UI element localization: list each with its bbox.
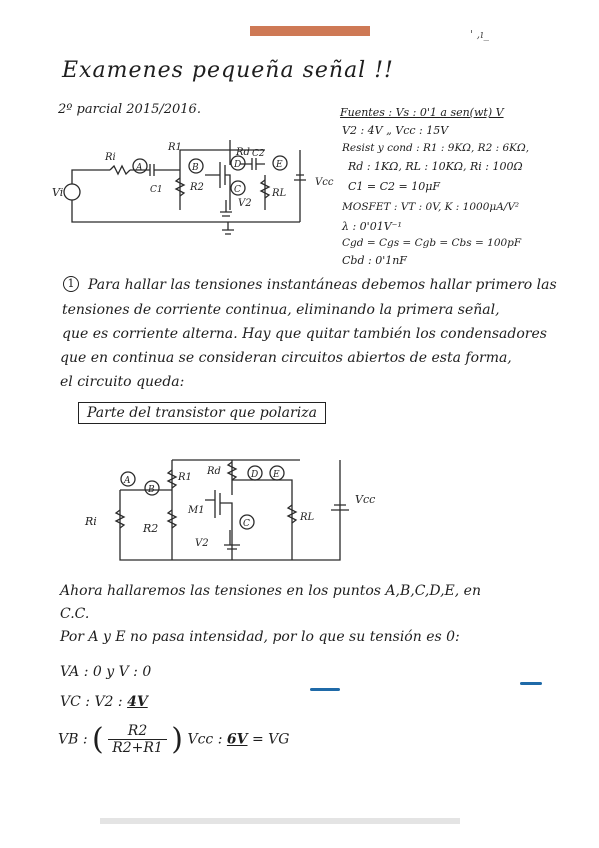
- circuit2-wires: [120, 460, 340, 560]
- vcc-source-symbol: [294, 150, 306, 222]
- c1-d-label: D: [234, 160, 242, 170]
- c1-c2-label: C2: [252, 149, 265, 159]
- node-b-marker: [189, 159, 203, 173]
- eq-vb: [58, 722, 289, 757]
- eq-vc-text: VC : V2 :: [60, 694, 123, 710]
- node-d-marker: [231, 156, 245, 170]
- c1-e-label: E: [276, 160, 283, 170]
- ri-resistor-symbol: [110, 166, 130, 174]
- c1-rl-label: RL: [272, 188, 287, 199]
- after-line-2: C.C.: [60, 606, 90, 622]
- after-line-1: Ahora hallaremos las tensiones en los puntos A,B,C,D,E, en: [60, 583, 481, 599]
- c1-b-label: B: [192, 163, 199, 173]
- caps-line: C1 = C2 = 10μF: [348, 180, 441, 193]
- c2-r1-label: R1: [178, 472, 192, 483]
- node-a-marker: [133, 159, 147, 173]
- eq-vc-value: 4V: [127, 694, 148, 710]
- c2-vcc-label: Vcc: [355, 493, 376, 506]
- c2-rl-label: RL: [300, 512, 315, 523]
- wire-left-loop: [72, 170, 300, 222]
- top-strip: [250, 26, 370, 36]
- boxed-note: Parte del transistor que polariza: [78, 402, 326, 424]
- eq-vb-open-paren: (: [92, 722, 104, 757]
- rd2-resistor-symbol: [228, 462, 236, 480]
- node2-e-marker: [270, 466, 284, 480]
- c1-c1-label: C1: [150, 185, 163, 195]
- header-strip-text: ' ‚ı_: [470, 28, 490, 41]
- eq-vb-numerator: R2: [108, 723, 167, 740]
- bottom-strip: [100, 818, 460, 824]
- node2-b-marker: [145, 481, 159, 495]
- c1-a-label: A: [136, 163, 143, 173]
- v2b-source-symbol: [224, 530, 240, 549]
- node-e-marker: [273, 156, 287, 170]
- c2-d-label: D: [251, 470, 259, 480]
- eq-vb-tail: = VG: [251, 731, 290, 748]
- eq-vb-mid: Vcc :: [187, 731, 223, 748]
- rd-rl-line: Rd : 1KΩ, RL : 10KΩ, Ri : 100Ω: [348, 160, 523, 173]
- eq-vb-close-paren: ): [171, 722, 184, 757]
- cbd-line: Cbd : 0'1nF: [342, 254, 407, 267]
- node2-a-marker: [121, 472, 135, 486]
- c1-vcc-label: Vcc: [315, 177, 334, 188]
- node2-d-marker: [248, 466, 262, 480]
- paragraph-line-2: tensiones de corriente continua, eliminando la primera señal,: [62, 302, 500, 318]
- rl2-resistor-symbol: [288, 505, 296, 523]
- v2-vcc-line: V2 : 4V „ Vcc : 15V: [342, 124, 449, 137]
- eq-va: VA : 0 y V : 0: [60, 664, 152, 680]
- ground-symbol: [222, 222, 234, 234]
- eq-vc: [60, 694, 148, 710]
- paragraph-line-4: que en continua se consideran circuitos abiertos de esta forma,: [60, 350, 512, 366]
- r2b-resistor-symbol: [168, 510, 176, 528]
- c1-vi-label: Vi: [52, 186, 64, 199]
- paragraph-line-5: el circuito queda:: [60, 374, 185, 390]
- c2-a-label: A: [124, 476, 131, 486]
- ri2-resistor-symbol: [116, 510, 124, 528]
- sources-line: Fuentes : Vs : 0'1 a sen(wt) V: [340, 106, 504, 119]
- cgd-line: Cgd = Cgs = Cgb = Cbs = 100pF: [342, 237, 522, 249]
- node2-c-marker: [240, 515, 254, 529]
- eq-vb-prefix: VB :: [58, 731, 88, 748]
- exam-subtitle: 2º parcial 2015/2016.: [58, 102, 201, 117]
- c1-r1-label: R1: [168, 142, 182, 153]
- v2-source-symbol: [220, 200, 232, 216]
- mosfet-wiring: [180, 140, 265, 210]
- c2-b-label: B: [148, 485, 155, 495]
- c2-rd-label: Rd: [207, 466, 221, 477]
- c1-rd-label: Rd: [236, 147, 250, 158]
- resist-line: Resist y cond : R1 : 9KΩ, R2 : 6KΩ,: [342, 142, 530, 154]
- r1b-resistor-symbol: [168, 470, 176, 488]
- mosfet-line: MOSFET : VT : 0V, K : 1000μA/V²: [342, 201, 520, 213]
- page-title: Examenes pequeña señal !!: [62, 58, 394, 83]
- c1-ri-label: Ri: [105, 152, 116, 163]
- paragraph-line-3: que es corriente alterna. Hay que quitar también los condensadores: [62, 326, 547, 342]
- vcc2-source-symbol: [331, 505, 349, 510]
- c1-capacitor-symbol: [130, 164, 180, 176]
- eq-vb-denominator: R2+R1: [112, 740, 163, 756]
- c1-v2-label: V2: [238, 198, 252, 209]
- node-c-marker: [231, 181, 245, 195]
- c1-c-label: C: [234, 185, 241, 195]
- eq-vb-value: 6V: [226, 731, 248, 748]
- blue-mark-1: [310, 688, 340, 691]
- c2-c-label: C: [243, 519, 250, 529]
- section-number-badge: 1: [63, 276, 79, 292]
- c2-m1-label: M1: [188, 505, 205, 516]
- rl-resistor-symbol: [261, 180, 269, 198]
- c2-capacitor-symbol: [240, 158, 265, 170]
- lambda-line: λ : 0'01V⁻¹: [342, 220, 402, 233]
- r2-resistor-symbol: [176, 178, 184, 196]
- c2-ri-label: Ri: [85, 515, 97, 528]
- vi-source-symbol: [64, 184, 80, 200]
- paragraph-line-1: Para hallar las tensiones instantáneas debemos hallar primero las: [88, 277, 557, 293]
- blue-mark-2: [520, 682, 542, 685]
- c2-r2-label: R2: [143, 522, 159, 535]
- eq-vb-fraction: [108, 723, 167, 756]
- c1-r2-label: R2: [190, 182, 204, 193]
- no-current-line: Por A y E no pasa intensidad, por lo que su tensión es 0:: [60, 629, 460, 645]
- c2-v2-label: V2: [195, 538, 209, 549]
- c2-e-label: E: [273, 470, 280, 480]
